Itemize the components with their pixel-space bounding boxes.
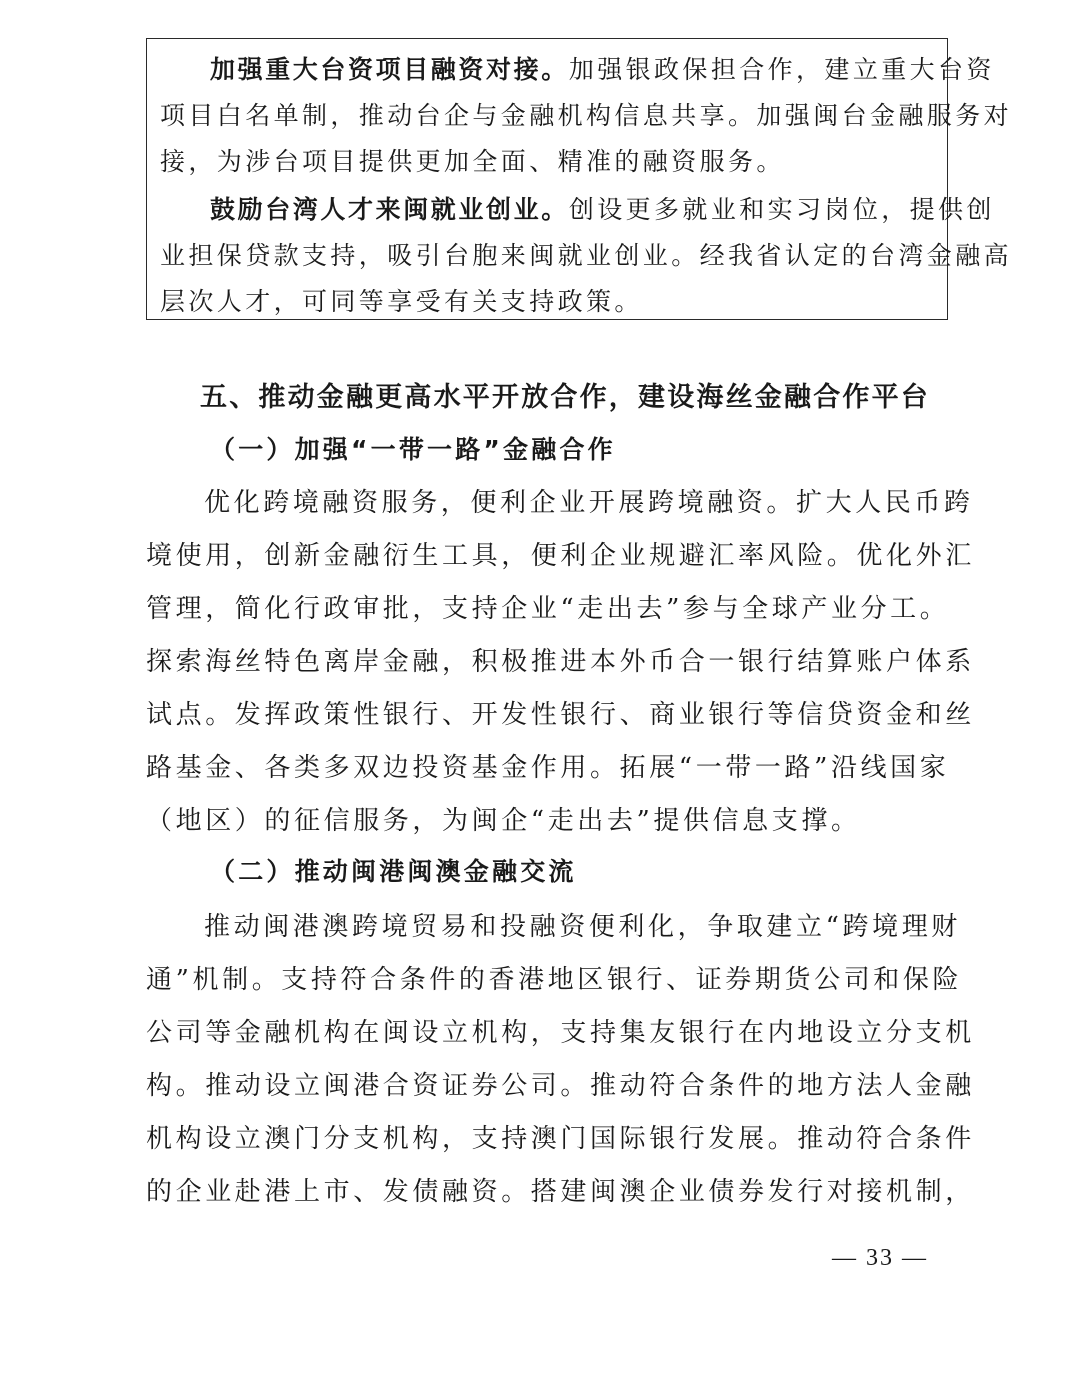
box-paragraph-2-heading: 鼓励台湾人才来闽就业创业。 [210, 195, 569, 224]
box-paragraph-2-line-3: 层次人才，可同等享受有关支持政策。 [160, 287, 643, 316]
box-paragraph-1-heading: 加强重大台资项目融资对接。 [210, 55, 569, 84]
subsection-2-line: 公司等金融机构在闽设立机构，支持集友银行在内地设立分支机 [146, 1018, 975, 1048]
box-paragraph-1-line-2: 项目白名单制，推动台企与金融机构信息共享。加强闽台金融服务对 [160, 101, 1013, 130]
box-paragraph-1-line-1 [160, 47, 1000, 93]
box-paragraph-1-line-3: 接，为涉台项目提供更加全面、精准的融资服务。 [160, 147, 785, 176]
subsection-1-line: 路基金、各类多双边投资基金作用。拓展“一带一路”沿线国家 [146, 753, 950, 783]
subsection-1-line: 优化跨境融资服务，便利企业开展跨境融资。扩大人民币跨 [204, 488, 974, 518]
box-paragraph-1-text: 加强银政保担合作，建立重大台资 [568, 55, 995, 84]
subsection-2-line: 的企业赴港上市、发债融资。搭建闽澳企业债券发行对接机制， [146, 1177, 975, 1207]
boxed-note [146, 38, 1013, 320]
box-paragraph-2-text: 创设更多就业和实习岗位，提供创 [568, 195, 995, 224]
subsection-2-heading: （二）推动闽港闽澳金融交流 [210, 857, 577, 886]
subsection-1-line: （地区）的征信服务，为闽企“走出去”提供信息支撑。 [146, 806, 861, 836]
subsection-2-line: 机构设立澳门分支机构，支持澳门国际银行发展。推动符合条件 [146, 1124, 975, 1154]
box-paragraph-2-line-1 [160, 187, 1000, 233]
subsection-1-line: 试点。发挥政策性银行、开发性银行、商业银行等信贷资金和丝 [146, 700, 975, 730]
subsection-1-line: 探索海丝特色离岸金融，积极推进本外币合一银行结算账户体系 [146, 647, 975, 677]
subsection-1-heading: （一）加强“一带一路”金融合作 [210, 435, 616, 464]
subsection-2-line: 通”机制。支持符合条件的香港地区银行、证券期货公司和保险 [146, 965, 963, 995]
subsection-1-line: 管理，简化行政审批，支持企业“走出去”参与全球产业分工。 [146, 594, 950, 624]
subsection-2-line: 推动闽港澳跨境贸易和投融资便利化，争取建立“跨境理财 [204, 912, 961, 942]
subsection-1-line: 境使用，创新金融衍生工具，便利企业规避汇率风险。优化外汇 [146, 541, 975, 571]
box-paragraph-2-line-2: 业担保贷款支持，吸引台胞来闽就业创业。经我省认定的台湾金融高 [160, 241, 1013, 270]
section-heading: 五、推动金融更高水平开放合作，建设海丝金融合作平台 [200, 382, 930, 413]
subsection-2-line: 构。推动设立闽港合资证券公司。推动符合条件的地方法人金融 [146, 1071, 975, 1101]
page-number: — 33 — [832, 1245, 928, 1271]
